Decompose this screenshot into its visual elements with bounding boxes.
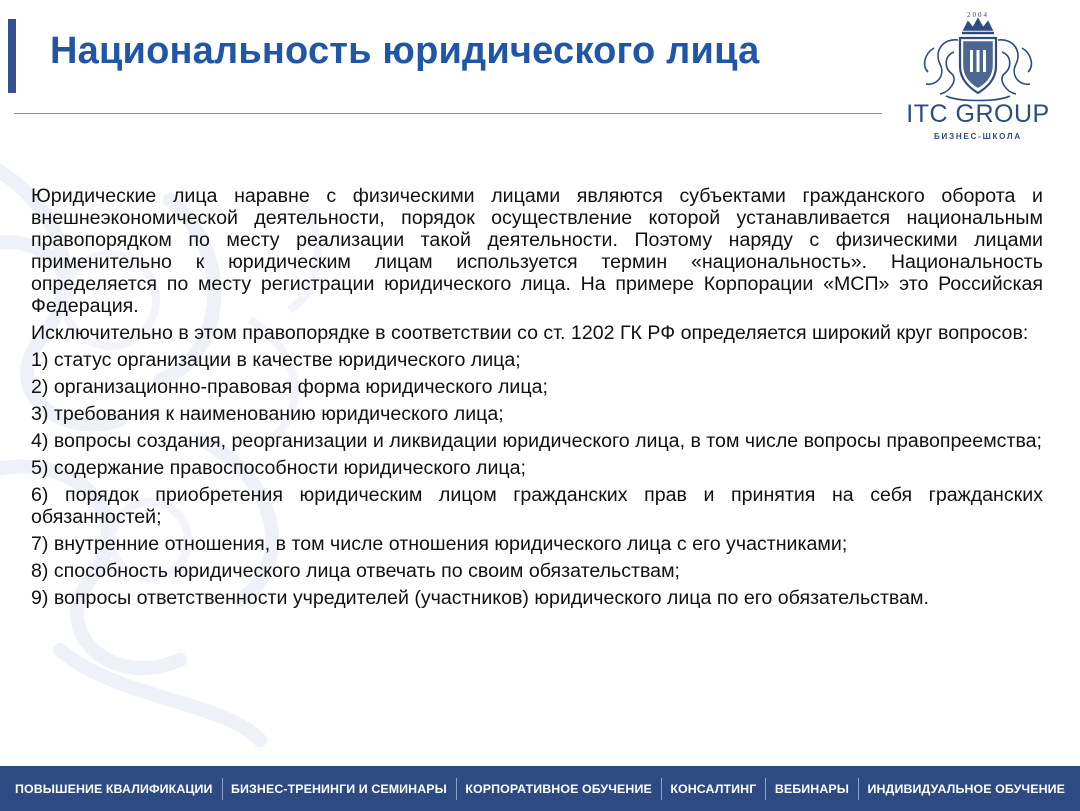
footer-item-consulting[interactable]: КОНСАЛТИНГ: [670, 781, 757, 796]
body-paragraph: Юридические лица наравне с физическими лицами являются субъектами гражданского оборота и внешнеэкономической деятельности, порядок осуществление которой устанавливается национальным правопорядком по месту реализации такой деятельности. Поэтому наряду с физическими лицами применительно к юридическим лицам используется термин «национальность». Национальность определяется по месту регистрации юридического лица. На примере Корпорации «МСП» это Российская Федерация.: [31, 185, 1043, 317]
logo-brand-name: ITC GROUP: [906, 100, 1050, 128]
slide-body: [31, 185, 1043, 614]
footer-item-corporate[interactable]: КОРПОРАТИВНОЕ ОБУЧЕНИЕ: [465, 781, 652, 796]
body-paragraph: Исключительно в этом правопорядке в соответствии со ст. 1202 ГК РФ определяется широкий круг вопросов:: [31, 322, 1029, 344]
list-item: 1) статус организации в качестве юридического лица;: [31, 349, 521, 371]
footer-item-individual[interactable]: ИНДИВИДУАЛЬНОЕ ОБУЧЕНИЕ: [867, 781, 1066, 796]
logo-year: 2004: [967, 11, 989, 19]
list-item: 3) требования к наименованию юридического лица;: [31, 403, 504, 425]
list-item: 2) организационно-правовая форма юридического лица;: [31, 376, 548, 398]
title-accent-bar: [8, 19, 16, 93]
footer-item-trainings[interactable]: БИЗНЕС-ТРЕНИНГИ И СЕМИНАРЫ: [231, 781, 447, 796]
list-item: 6) порядок приобретения юридическим лицом гражданских прав и принятия на себя гражданских обязанностей;: [31, 484, 1043, 528]
list-item: 7) внутренние отношения, в том числе отношения юридического лица с его участниками;: [31, 533, 848, 555]
list-item: 8) способность юридического лица отвечать по своим обязательствам;: [31, 560, 680, 582]
logo-subtitle: БИЗНЕС-ШКОЛА: [933, 132, 1022, 141]
slide-title: Национальность юридического лица: [50, 30, 760, 72]
footer-item-webinars[interactable]: ВЕБИНАРЫ: [774, 781, 849, 796]
list-item: 4) вопросы создания, реорганизации и ликвидации юридического лица, в том числе вопросы правопреемства;: [31, 430, 1042, 452]
footer-nav-bar: [0, 766, 1080, 811]
list-item: 9) вопросы ответственности учредителей (участников) юридического лица по его обязательствам.: [31, 587, 929, 609]
list-item: 5) содержание правоспособности юридического лица;: [31, 457, 527, 479]
footer-item-qualification[interactable]: ПОВЫШЕНИЕ КВАЛИФИКАЦИИ: [15, 781, 213, 796]
title-divider: [14, 113, 882, 114]
